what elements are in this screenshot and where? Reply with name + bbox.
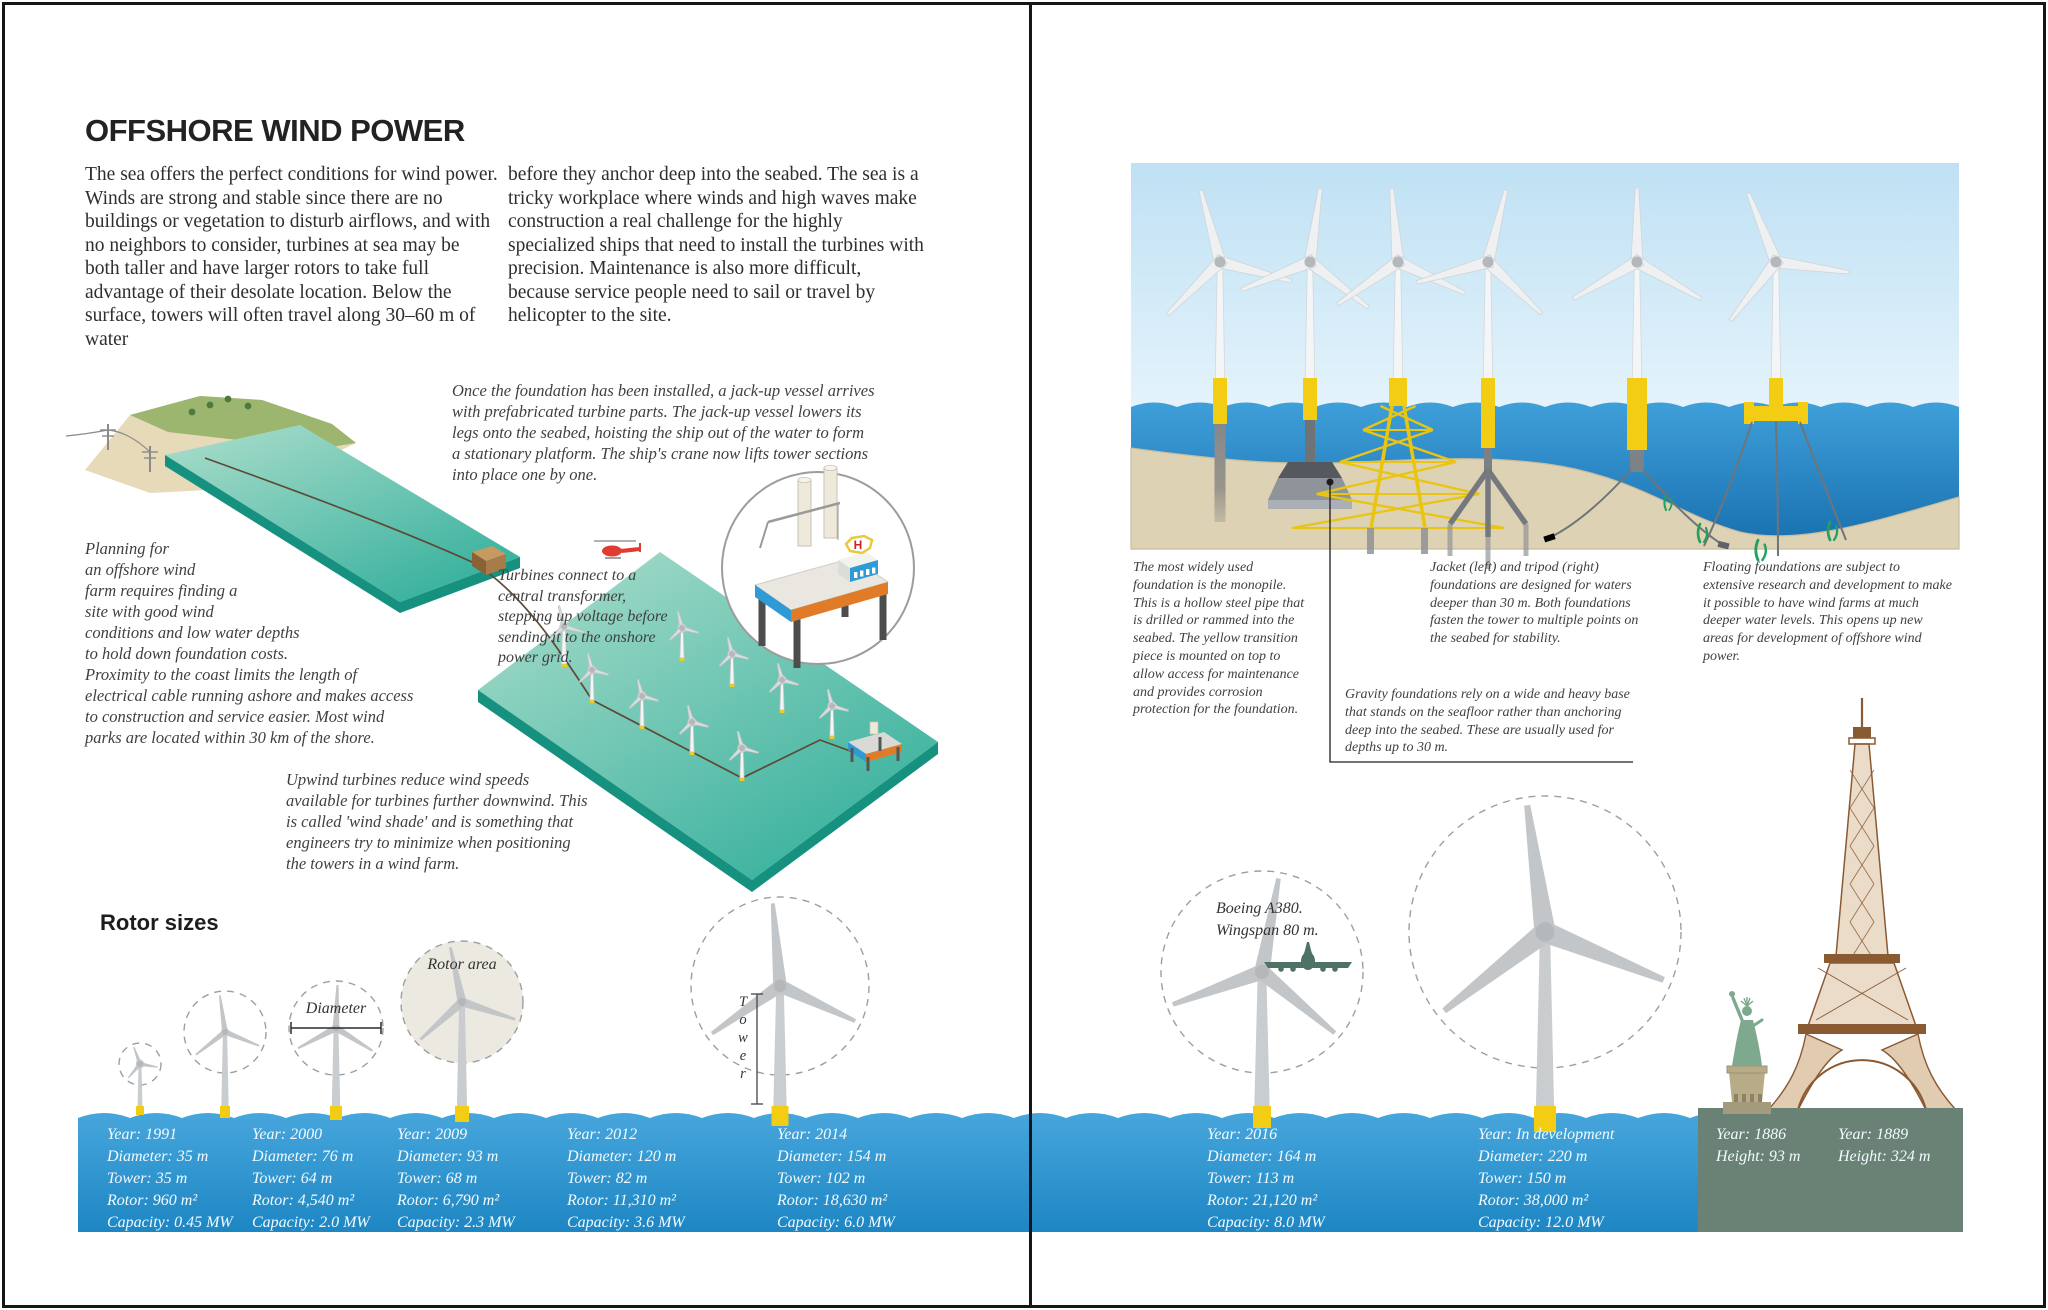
comparison-wind-turbine-icon <box>119 1043 161 1115</box>
annotation-gravity: Gravity foundations rely on a wide and heavy base that stands on the seafloor rather than anchoring deep into the seabed. These are usually used for depths up to 30 m. <box>1345 687 1630 756</box>
annotation-transformer: Turbines connect to a central transformer, stepping up voltage before sending it to the onshore power grid. <box>498 567 668 666</box>
text-wrap-shape <box>183 538 415 686</box>
turbine-stats-in-development: Year: In development Diameter: 220 m Tower: 150 m Rotor: 38,000 m² Capacity: 12.0 MW <box>1478 1126 1615 1231</box>
annotation-jackup-vessel: Once the foundation has been installed, a jack-up vessel arrives with prefabricated turbine parts. The jack-up vessel lowers its legs onto the seabed, hoisting the ship out of the water to form a stationary platform. The ship's crane now lifts tower sections into place one by one. <box>452 381 875 484</box>
turbine-stats-2014: Year: 2014 Diameter: 154 m Tower: 102 m Rotor: 18,630 m² Capacity: 6.0 MW <box>777 1126 895 1231</box>
label-tower: Tower <box>735 994 751 1084</box>
turbine-stats-2009: Year: 2009 Diameter: 93 m Tower: 68 m Rotor: 6,790 m² Capacity: 2.3 MW <box>397 1126 515 1231</box>
intro-paragraph-col2: before they anchor deep into the seabed. The sea is a tricky workplace where winds and high waves make construction a real challenge for the highly specialized ships that need to install the turbines with precision. Maintenance is also more difficult, because service people need to sail or travel by helicopter to the site. <box>508 164 924 326</box>
boeing-a380-icon <box>1264 942 1352 972</box>
comparison-wind-turbine-icon <box>1409 796 1681 1132</box>
annotation-jacket-tripod: Jacket (left) and tripod (right) foundations are designed for waters deeper than 30 m. Both foundations fasten the tower to multiple points on the seabed for stability. <box>1430 560 1639 647</box>
comparison-wind-turbine-icon <box>184 991 266 1118</box>
page-gutter-divider <box>1029 2 1032 1308</box>
jack-up-vessel-illustration <box>722 465 914 668</box>
label-boeing-line1: Boeing A380. <box>1216 900 1303 917</box>
label-diameter: Diameter <box>305 1000 367 1017</box>
svg-text:H: H <box>853 538 863 552</box>
annotation-monopile: The most widely used foundation is the monopile. This is a hollow steel pipe that is drilled or rammed into the seabed. The yellow transition piece is mounted on top to allow access for maintenance and provides corrosion protection for the foundation. <box>1133 560 1305 718</box>
turbine-stats-2016: Year: 2016 Diameter: 164 m Tower: 113 m Rotor: 21,120 m² Capacity: 8.0 MW <box>1207 1126 1325 1231</box>
intro-paragraph-col1: The sea offers the perfect conditions for wind power. Winds are strong and stable since there are no buildings or vegetation to disturb airflows, and with no neighbors to consider, turbines at sea may be both taller and have larger rotors to take full advantage of their desolate location. Below the surface, towers will often travel along 30–60 m of water <box>85 164 498 350</box>
annotation-floating: Floating foundations are subject to extensive research and development to make it possible to have wind farms at much deeper water levels. This opens up new areas for development of offshore wind power. <box>1703 560 1952 664</box>
annotation-planning: Planning for an offshore wind farm requires finding a site with good wind conditions and low water depths to hold down foundation costs. Proximity to the coast limits the length of electrical cable running ashore and makes access to construction and service easier. Most wind parks are located within 30 km of the shore. <box>85 539 414 747</box>
annotation-wind-shade: Upwind turbines reduce wind speeds available for turbines further downwind. This is called 'wind shade' and is something that engineers try to minimize when positioning the towers in a wind farm. <box>286 770 588 873</box>
label-boeing-line2: Wingspan 80 m. <box>1216 922 1319 939</box>
turbine-stats-2012: Year: 2012 Diameter: 120 m Tower: 82 m Rotor: 11,310 m² Capacity: 3.6 MW <box>567 1126 685 1231</box>
statue-of-liberty-icon <box>1723 991 1771 1114</box>
label-boeing-a380 <box>1216 898 1386 942</box>
comparison-wind-turbine-icon <box>691 897 869 1126</box>
helicopter-icon <box>594 541 640 558</box>
turbine-stats-1991: Year: 1991 Diameter: 35 m Tower: 35 m Rotor: 960 m² Capacity: 0.45 MW <box>107 1126 233 1231</box>
page-title: OFFSHORE WIND POWER <box>85 113 465 148</box>
rotor-sizes-heading: Rotor sizes <box>100 910 219 935</box>
statue-of-liberty-stats: Year: 1886 Height: 93 m <box>1716 1126 1801 1165</box>
turbine-stats-2000: Year: 2000 Diameter: 76 m Tower: 64 m Rotor: 4,540 m² Capacity: 2.0 MW <box>252 1126 370 1231</box>
helipad-icon <box>846 536 872 553</box>
label-rotor-area: Rotor area <box>427 956 497 973</box>
eiffel-tower-icon <box>1768 698 1956 1110</box>
eiffel-tower-stats: Year: 1889 Height: 324 m <box>1838 1126 1931 1165</box>
